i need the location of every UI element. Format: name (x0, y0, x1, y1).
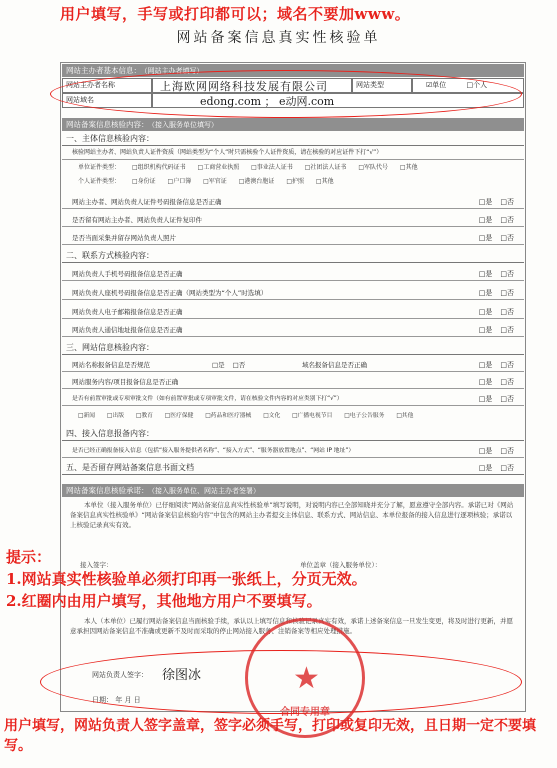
category-opt[interactable]: □文化 (263, 413, 281, 419)
tips-label: 提示： (6, 548, 52, 566)
category-opt[interactable]: □教育 (135, 413, 153, 419)
unit-opt[interactable]: □工商营业执照 (197, 164, 240, 171)
unit-opt[interactable]: □事业法人证书 (251, 164, 293, 171)
section-header-basic-info: 网站主办者基本信息： （网站主办者填写） (62, 64, 524, 77)
no-checkbox[interactable]: □否 (500, 198, 514, 206)
yes-checkbox[interactable]: □是 (478, 395, 493, 403)
unit-opt[interactable]: □组织机构代码证书 (131, 164, 186, 171)
row-verify-credentials: 核验网站主办者、网站负责人证件资质（网站类型为“个人”时只需核验个人证件资质，请在核验的对应证件下打“√”） (62, 147, 524, 160)
no-checkbox[interactable]: □否 (500, 216, 514, 224)
category-opt[interactable]: □广播电视节目 (292, 413, 333, 419)
row-access-info: 是否已经正确报备接入信息（包括“接入服务提供者名称”、“接入方式”、“服务器放置地点”、“网站 IP 地址”） □是 □否 (62, 445, 524, 458)
responsible-signature-label: 网站负责人签字： (92, 671, 148, 679)
person-credential-options (62, 176, 524, 187)
category-opt[interactable]: □医疗保健 (164, 413, 194, 419)
unit-opt[interactable]: □军队代号 (358, 164, 388, 171)
unit-opt[interactable]: □社团法人证书 (304, 164, 347, 171)
stamp-bottom-text: 合同专用章 (280, 707, 330, 718)
red-circle-signature-area (40, 650, 522, 714)
no-checkbox[interactable]: □否 (500, 308, 514, 316)
stamp-star-icon: ★ (293, 661, 320, 696)
access-stamp-label: 单位盖章（接入服务单位）： (300, 561, 382, 569)
yes-checkbox[interactable]: □是 (478, 378, 493, 386)
category-opt[interactable]: □出版 (106, 413, 124, 419)
no-checkbox[interactable]: □否 (500, 464, 514, 472)
bottom-instruction-note: 用户填写，网站负责人签字盖章，签字必须手写，打印或复印无效，且日期一定不要填写。 (4, 718, 536, 754)
responsible-signature: 徐图冰 (162, 668, 202, 683)
group-site-info: 三、网站信息核验内容： (62, 342, 524, 355)
person-opt[interactable]: □港澳台胞证 (238, 178, 275, 185)
approval-category-options (62, 411, 524, 422)
yes-checkbox[interactable]: □是 (212, 361, 225, 369)
no-checkbox[interactable]: □否 (500, 289, 514, 297)
row-photo: 是否当面采集并留存网站负责人照片 □是 □否 (62, 232, 524, 245)
date-field[interactable]: 日期： 年 月 日 (92, 696, 141, 704)
no-checkbox[interactable]: □否 (500, 378, 514, 386)
person-opt[interactable]: □其他 (315, 178, 334, 185)
yes-checkbox[interactable]: □是 (478, 308, 493, 316)
row-id-copies: 是否留有网站主办者、网站负责人证件复印件 □是 □否 (62, 214, 524, 227)
yes-checkbox[interactable]: □是 (478, 447, 493, 455)
domain-value: edong.com ； e动网.com (200, 95, 335, 108)
row-site-name: 网站名称报备信息是否规范 □是 □否 域名报备信息是否正确 □是 □否 (62, 359, 524, 372)
site-type-label: 网站类型 (352, 78, 412, 93)
type-person-checkbox[interactable]: □个人 (466, 81, 488, 89)
yes-checkbox[interactable]: □是 (478, 234, 493, 242)
group-access-info: 四、接入信息报备内容： (62, 428, 524, 441)
unit-opt[interactable]: □其他 (399, 164, 418, 171)
commitment-paragraph-2: 本人（本单位）已履行网站备案信息当面核验手续，承认以上填写信息和核验记录真实有效，承诺上述备案信息一旦发生变更，将及时进行更新，并愿意承担因网站备案信息不准确或更新不及时而采取的停止网站接入服务、注销备案等相应处理措施。 (70, 617, 513, 635)
no-checkbox[interactable]: □否 (232, 361, 246, 369)
row-email: 网站负责人电子邮箱报备信息是否正确 □是 □否 (62, 306, 524, 319)
tips-line-2: 2.红圈内由用户填写，其他地方用户不要填写。 (6, 592, 322, 610)
document-title: 网站备案信息真实性核验单 (176, 30, 381, 46)
no-checkbox[interactable]: □否 (500, 361, 514, 369)
row-approval-files: 是否有前置审批或专项审批文件（如有前置审批或专项审批文件，请在核验文件内容的对应类别下打“√”） □是 □否 (62, 393, 524, 406)
person-credential-label: 个人证件类型： (78, 178, 121, 185)
yes-checkbox[interactable]: □是 (478, 216, 493, 224)
yes-checkbox[interactable]: □是 (478, 289, 493, 297)
tips-line-1: 1.网站真实性核验单必须打印再一张纸上，分页无效。 (6, 570, 367, 588)
row-mobile: 网站负责人手机号码报备信息是否正确 □是 □否 (62, 268, 524, 281)
row-address: 网站负责人通信地址报备信息是否正确 □是 □否 (62, 324, 524, 337)
person-opt[interactable]: □身份证 (131, 178, 156, 185)
row-id-numbers: 网站主办者、网站负责人证件号码报备信息是否正确 □是 □否 (62, 196, 524, 209)
person-opt[interactable]: □护照 (286, 178, 304, 185)
red-circle-user-fill (50, 70, 522, 118)
person-opt[interactable]: □户口簿 (167, 178, 192, 185)
commitment-paragraph-1: 本单位（接入服务单位）已仔细阅读“网站备案信息真实性核验单”填写说明，对说明内容已全部知晓并充分了解，愿意遵守全部内容。承诺已对《网站备案信息真实性核验单》“网站备案信息核验内容”中包含的网站主办者提交主体信息、联系方式、网站信息、本单位报备的接入信息进行逐项核验；承诺以上核验记录真实有效。 (70, 501, 514, 529)
row-landline: 网站负责人座机号码报备信息是否正确（网站类型为“个人”时选填） □是 □否 (62, 287, 524, 300)
yes-checkbox[interactable]: □是 (478, 326, 493, 334)
category-opt[interactable]: □电子公告服务 (344, 413, 385, 419)
yes-checkbox[interactable]: □是 (478, 270, 493, 278)
section-header-verify-content: 网站备案信息核验内容： （接入服务单位填写） (62, 118, 524, 131)
category-opt[interactable]: □其他 (396, 413, 414, 419)
section-header-commitment: 网站备案信息核验承诺： （接入服务单位、网站主办者签署） (62, 484, 524, 497)
no-checkbox[interactable]: □否 (500, 270, 514, 278)
no-checkbox[interactable]: □否 (500, 326, 514, 334)
no-checkbox[interactable]: □否 (500, 234, 514, 242)
org-name-label: 网站主办者名称 (62, 78, 152, 93)
group-subject-info: 一、主体信息核验内容： (62, 133, 524, 146)
yes-checkbox[interactable]: □是 (478, 464, 493, 472)
row-service-content: 网站服务内容/项目报备信息是否正确 □是 □否 (62, 376, 524, 389)
domain-label: 网站域名 (62, 93, 152, 108)
no-checkbox[interactable]: □否 (500, 447, 514, 455)
yes-checkbox[interactable]: □是 (478, 361, 493, 369)
org-name-value: 上海欧网网络科技发展有限公司 (160, 80, 328, 93)
unit-credential-label: 单位证件类型： (78, 164, 121, 171)
group-written-docs: 五、是否留存网站备案信息书面文档 □是 □否 (62, 462, 524, 475)
no-checkbox[interactable]: □否 (500, 395, 514, 403)
category-opt[interactable]: □新闻 (78, 413, 96, 419)
group-contact-info: 二、联系方式核验内容： (62, 250, 524, 263)
top-instruction-note: 用户填写，手写或打印都可以；域名不要加www。 (60, 5, 411, 23)
access-signature-label: 接入签字： (80, 561, 113, 569)
type-unit-checkbox[interactable]: ☑单位 (426, 81, 447, 89)
unit-credential-options (62, 162, 524, 173)
category-opt[interactable]: □药品和医疗器械 (205, 413, 252, 419)
person-opt[interactable]: □军官证 (203, 178, 227, 185)
yes-checkbox[interactable]: □是 (478, 198, 493, 206)
